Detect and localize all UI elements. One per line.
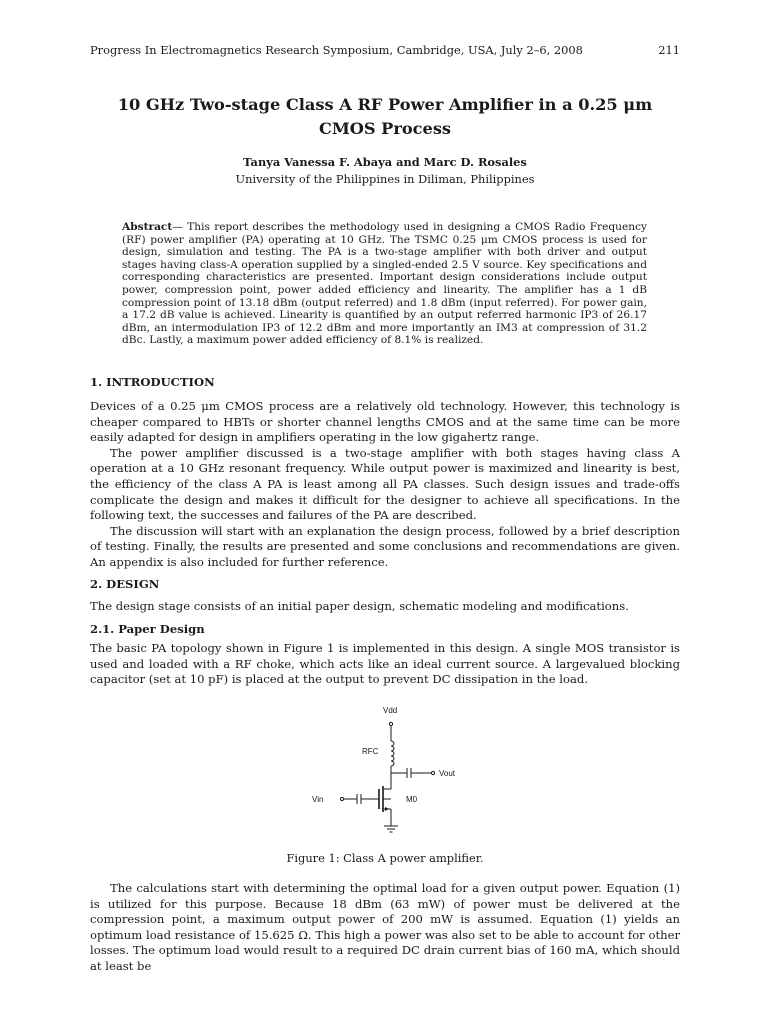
vin-label: Vin: [312, 795, 324, 804]
subsection-heading-paper-design: 2.1. Paper Design: [90, 622, 205, 636]
author-list: Tanya Vanessa F. Abaya and Marc D. Rosales: [243, 155, 527, 169]
figure-1-caption: Figure 1: Class A power amplifier.: [286, 851, 484, 865]
introduction-body: [90, 399, 680, 571]
page-number: 211: [658, 43, 680, 57]
abstract-label: Abstract: [122, 221, 173, 233]
figure-1-schematic: [290, 703, 470, 835]
paragraph: The basic PA topology shown in Figure 1 is implemented in this design. A single MOS transistor is used and loaded with a RF choke, which acts like an ideal current source. A largevalued blocking capacitor (set at 10 pF) is placed at the output to prevent DC dissipation in the load.: [90, 641, 680, 687]
vout-terminal: [431, 771, 434, 774]
rfc-label: RFC: [362, 747, 379, 756]
paper-design-body-continued: [90, 881, 680, 975]
abstract-text: — This report describes the methodology used in designing a CMOS Radio Frequency (RF) power amplifier (PA) operating at 10 GHz. The TSMC 0.25 μm CMOS process is used for design, simulation and testing. The PA is a two-stage amplifier with both driver and output stages having class-A operation supplied by a singled-ended 2.5 V source. Key specifications and corresponding characteristics are presented. Important design considerations include output power, compression point, power added efficiency and linearity. The amplifier has a 1 dB compression point of 13.18 dBm (output referred) and 1.8 dBm (input referred). For power gain, a 17.2 dB value is achieved. Linearity is quantified by an output referred harmonic IP3 of 26.17 dBm, an intermodulation IP3 of 12.2 dBm and more importantly an IM3 at compression of 31.2 dBc. Lastly, a maximum power added efficiency of 8.1% is realized.: [122, 221, 647, 347]
section-heading-introduction: 1. INTRODUCTION: [90, 375, 215, 389]
abstract: [122, 221, 647, 347]
paragraph: The design stage consists of an initial paper design, schematic modeling and modifications.: [90, 599, 629, 613]
paragraph: The power amplifier discussed is a two-stage amplifier with both stages having class A operation at a 10 GHz resonant frequency. While output power is maximized and linearity is best, the efficiency of the class A PA is least among all PA classes. Such design issues and trade-offs complicate the design and makes it difficult for the designer to achieve all specifications. In the following text, the successes and failures of the PA are described.: [90, 445, 680, 523]
paper-design-body: [90, 641, 680, 688]
paper-title: 10 GHz Two-stage Class A RF Power Amplifier in a 0.25 μm CMOS Process: [117, 95, 653, 138]
paragraph: The calculations start with determining the optimal load for a given output power. Equation (1) is utilized for this purpose. Because 18 dBm (63 mW) of power must be delivered at the compression point, a maximum output power of 200 mW is assumed. Equation (1) yields an optimum load resistance of 15.625 Ω. This high a power was also set to be able to account for other losses. The optimum load would result to a required DC drain current bias of 160 mA, which should at least be: [90, 881, 680, 973]
m0-label: M0: [406, 795, 418, 804]
conference-name: Progress In Electromagnetics Research Symposium, Cambridge, USA, July 2–6, 2008: [90, 43, 583, 57]
running-header: [90, 43, 680, 57]
vin-terminal: [340, 797, 343, 800]
rfc-inductor: [391, 741, 394, 766]
author-affiliation: University of the Philippines in Diliman, Philippines: [235, 172, 535, 186]
source-arrow: [385, 807, 389, 811]
vout-label: Vout: [439, 769, 456, 778]
section-heading-design: 2. DESIGN: [90, 577, 160, 591]
paragraph: Devices of a 0.25 μm CMOS process are a relatively old technology. However, this technology is cheaper compared to HBTs or shorter channel lengths CMOS and at the same time can be more easily adapted for design in amplifiers operating in the low gigahertz range.: [90, 399, 680, 445]
vdd-terminal: [389, 722, 392, 725]
class-a-amplifier-schematic: [290, 703, 470, 835]
design-body: [90, 599, 680, 615]
paragraph: The discussion will start with an explanation the design process, followed by a brief description of testing. Finally, the results are presented and some conclusions and recommendations are given. An appendix is also included for further reference.: [90, 523, 680, 569]
vdd-label: Vdd: [383, 706, 398, 715]
